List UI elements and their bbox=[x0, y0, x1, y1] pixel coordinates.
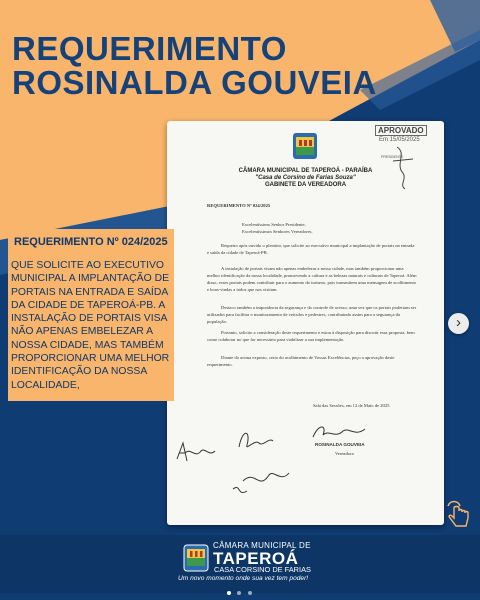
salutation-2: Excelentíssimos Senhores Vereadores, bbox=[242, 229, 313, 234]
carousel-dot[interactable] bbox=[248, 591, 252, 595]
page-title-line1: REQUERIMENTO bbox=[12, 30, 287, 67]
carousel-dot[interactable] bbox=[237, 591, 241, 595]
summary-card bbox=[8, 229, 174, 401]
carousel-dots bbox=[226, 582, 253, 600]
summary-body: QUE SOLICITE AO EXECUTIVO MUNICIPAL A IMPLANTAÇÃO DE PORTAIS NA ENTRADA E SAÍDA DA CIDADE DE TAPEROÁ-PB. A INSTALAÇÃO DE PORTAIS VISA NÃO APENAS EMBELEZAR A NOSSA CIDADE, MAS TAMBÉM PROPORCIONAR UMA MELHOR IDENTIFICAÇÃO DA NOSSA LOCALIDADE, bbox=[11, 260, 170, 391]
margin-signature bbox=[173, 439, 217, 467]
carousel-next-button[interactable] bbox=[448, 313, 469, 334]
page-title-line2: ROSINALDA GOUVEIA bbox=[12, 64, 377, 101]
doc-number: REQUERIMENTO Nº 024/2025 bbox=[207, 203, 271, 208]
signer-role: Vereadora bbox=[335, 451, 354, 456]
approval-role: PRESIDENTE bbox=[381, 155, 404, 159]
doc-paragraph-4: Portanto, solicito a consideração deste requerimento e estou à disposição para discutir essa proposta, bem como colaborar no que for necessário para viabilizar a sua implementação. bbox=[207, 330, 415, 342]
org-line3: GABINETE DA VEREADORA bbox=[264, 182, 347, 188]
footer-org-name: TAPEROÁ bbox=[213, 549, 299, 568]
municipal-crest-icon bbox=[289, 131, 321, 163]
carousel-dot[interactable] bbox=[227, 591, 231, 595]
org-line1: CÂMARA MUNICIPAL DE TAPEROÁ - PARAÍBA bbox=[238, 168, 373, 174]
signer-name: ROSINALDA GOUVEIA bbox=[315, 442, 365, 447]
doc-paragraph-1: Requeiro após ouvido o plenário, que solicite ao executivo municipal a implantação de portais na entrada e saída da cidade de Taperoá-PB. bbox=[207, 243, 415, 255]
vereadora-signature bbox=[309, 421, 369, 443]
footer-org-line1: CÂMARA MUNICIPAL DE bbox=[213, 541, 311, 550]
chevron-right-icon: › bbox=[456, 314, 461, 331]
salutation-1: Excelentíssimo Senhor Presidente, bbox=[242, 222, 306, 227]
footer-slogan: Um novo momento onde sua vez tem poder! bbox=[178, 575, 309, 582]
camara-logo-icon bbox=[181, 543, 211, 573]
footer-org-line3: CASA CORSINO DE FARIAS bbox=[214, 565, 311, 574]
approval-stamp: APROVADO bbox=[375, 125, 427, 136]
hand-tap-icon bbox=[444, 498, 472, 528]
doc-paragraph-5: Diante do acima exposto, certo do acolhimento de Vossas Excelências, peço a aprovação deste requerimento. bbox=[207, 355, 395, 367]
doc-closing: Sala das Sessões, em 12 de Maio de 2025. bbox=[313, 403, 391, 408]
document-image bbox=[167, 121, 444, 525]
doc-paragraph-2: A instalação de portais visam não apenas embelezar a nossa cidade, mas também proporcionar uma melhor identificação da nossa localidade, promovendo a cultura e as belezas naturais e culturais de Taperoá. Além disso, esses portais podem contribuir para o aumento do turismo, pois transmitem uma mensagem de acolhimento e boas-vindas a todos que nos visitam. bbox=[207, 266, 417, 292]
org-line2: "Casa de Corsino de Farias Souza" bbox=[255, 175, 356, 181]
handwritten-signatures bbox=[229, 417, 299, 497]
approval-date: Em 15/05/2025 bbox=[379, 137, 420, 143]
summary-title: REQUERIMENTO Nº 024/2025 bbox=[14, 236, 168, 248]
doc-paragraph-3: Destaco também a importância da segurança e do controle de acesso, uma vez que os portais poderiam ser utilizados para facilitar o monitoramento de veículos e pedestres, contribuindo assim para a segurança da população. bbox=[207, 305, 417, 324]
